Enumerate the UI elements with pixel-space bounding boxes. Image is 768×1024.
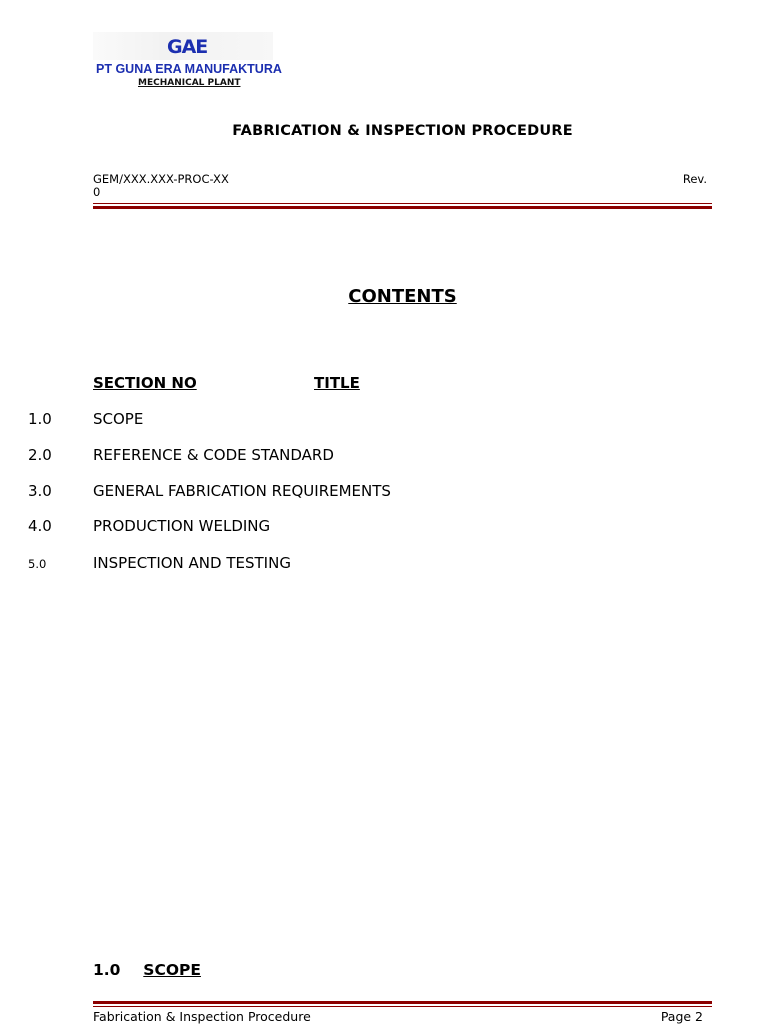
- revision-label: Rev.: [682, 172, 707, 186]
- toc-section-title: GENERAL FABRICATION REQUIREMENTS: [93, 482, 391, 500]
- footer-document-name: Fabrication & Inspection Procedure: [93, 1009, 311, 1024]
- header-rule-thick: [93, 206, 712, 209]
- plant-name: MECHANICAL PLANT: [138, 78, 241, 88]
- toc-section-number: 4.0: [28, 517, 52, 535]
- toc-section-title: PRODUCTION WELDING: [93, 517, 271, 535]
- toc-section-number: 3.0: [28, 482, 52, 500]
- document-title: FABRICATION & INSPECTION PROCEDURE: [232, 123, 573, 139]
- section-heading: [93, 961, 201, 979]
- logo-mark: GAE: [167, 36, 208, 58]
- toc-row-inspection: [0, 554, 768, 574]
- footer-rule-thin: [93, 1006, 712, 1007]
- revision-number: 0: [93, 185, 101, 199]
- toc-section-number: 1.0: [28, 410, 52, 428]
- section-number: 1.0: [93, 961, 121, 979]
- document-code: GEM/XXX.XXX-PROC-XX: [93, 172, 229, 186]
- header-rule-thin: [93, 203, 712, 204]
- column-header-section-no: SECTION NO: [93, 374, 197, 392]
- toc-row-scope: [0, 410, 768, 430]
- page-number: Page 2: [660, 1009, 703, 1024]
- company-name: PT GUNA ERA MANUFAKTURA: [96, 62, 282, 76]
- toc-section-title: INSPECTION AND TESTING: [93, 554, 291, 572]
- company-logo: [93, 32, 282, 92]
- toc-section-title: REFERENCE & CODE STANDARD: [93, 446, 334, 464]
- toc-row-fabrication: [0, 482, 768, 502]
- toc-row-reference: [0, 446, 768, 466]
- column-header-title: TITLE: [314, 374, 360, 392]
- contents-heading: CONTENTS: [348, 286, 457, 307]
- section-title: SCOPE: [143, 961, 201, 979]
- toc-row-welding: [0, 517, 768, 537]
- toc-section-number: 5.0: [28, 557, 47, 571]
- toc-section-title: SCOPE: [93, 410, 144, 428]
- footer-rule-thick: [93, 1001, 712, 1004]
- toc-section-number: 2.0: [28, 446, 52, 464]
